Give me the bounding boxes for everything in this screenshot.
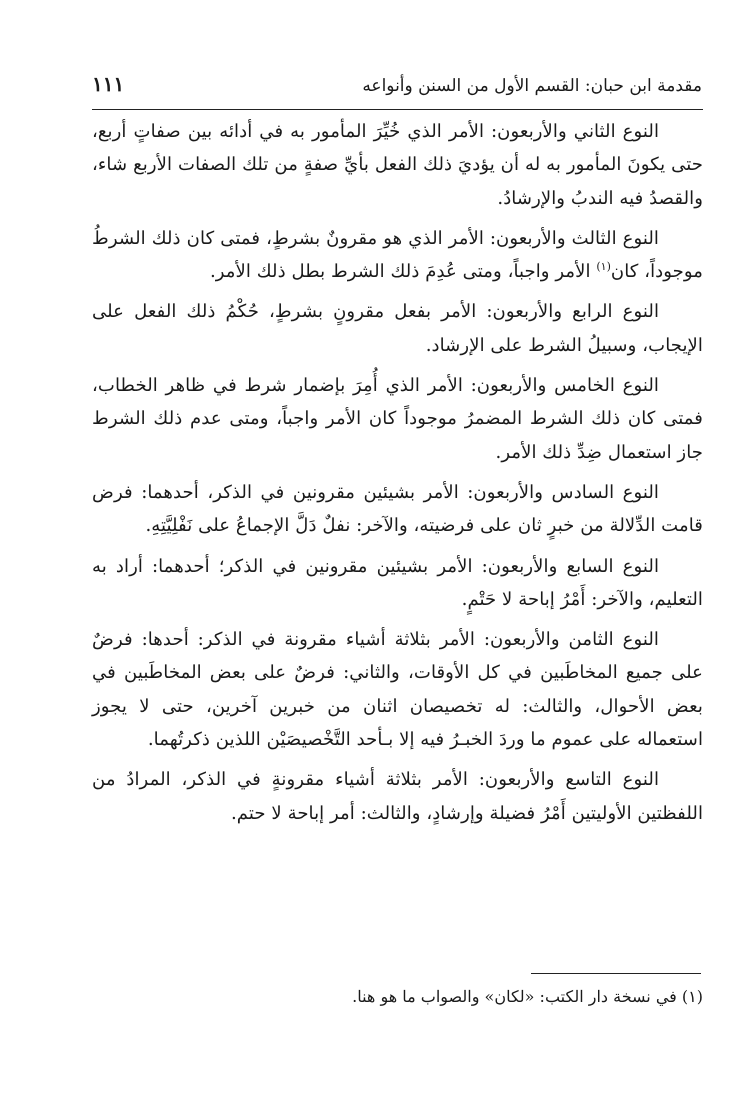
footnote-reference: (١) (596, 260, 611, 274)
main-text (92, 115, 703, 837)
running-header (92, 64, 702, 108)
paragraph-type-43 (92, 222, 703, 289)
paragraph-type-42: النوع الثاني والأربعون: الأمر الذي خُيِّرَ المأمور به في أدائه بين صفاتٍ أربع، حتى يكونَ المأمور به له أن يؤديَ ذلك الفعل بأيِّ صفةٍ من تلك الصفات الأربع شاء، والقصدُ فيه الندبُ والإرشادُ. (92, 121, 703, 209)
paragraph-type-46: النوع السادس والأربعون: الأمر بشيئين مقرونين في الذكر، أحدهما: فرض قامت الدِّلالة من خبرٍ ثان على فرضيته، والآخر: نفلٌ دَلَّ الإجماعُ على نَفْلِيَّتِهِ. (92, 481, 703, 537)
paragraph-type-47: النوع السابع والأربعون: الأمر بشيئين مقرونين في الذكر؛ أحدهما: أراد به التعليم، والآخر: أَمْرُ إباحة لا حَتْمٍ. (92, 555, 703, 610)
footnote-text: في نسخة دار الكتب: «لكان» والصواب ما هو هنا. (352, 987, 677, 1006)
paragraph-type-48: النوع الثامن والأربعون: الأمر بثلاثة أشياء مقرونة في الذكر: أحدها: فرضٌ على جميع المخاطَبين في كل الأوقات، والثاني: فرضٌ على بعض المخاطَبين في بعض الأحوال، والثالث: له تخصيصان اثنان من خبرين آخرين، حتى لا يجوز استعماله على عموم ما وردَ الخبـرُ فيه إلا بـأحد التَّخْصيصَيْن اللذين ذكرتُهما. (92, 629, 703, 751)
paragraph-text: النوع الثالث والأربعون: الأمر الذي هو مقرونٌ بشرطٍ، فمتى كان ذلك الشرطُ موجوداً، كان (92, 227, 703, 283)
header-divider (92, 109, 703, 110)
footnote (92, 982, 703, 1012)
footnote-divider (531, 973, 701, 974)
paragraph-type-49: النوع التاسع والأربعون: الأمر بثلاثة أشياء مقرونةٍ في الذكر، المرادُ من اللفظتين الأوليتين أَمْرُ فضيلة وإرشادٍ، والثالث: أمر إباحة لا حتم. (92, 769, 703, 824)
footnote-marker: (١) (681, 987, 703, 1006)
paragraph-text: الأمر واجباً، ومتى عُدِمَ ذلك الشرط بطل ذلك الأمر. (209, 261, 597, 283)
running-header-title: مقدمة ابن حبان: القسم الأول من السنن وأنواعه (362, 76, 702, 96)
paragraph-type-45: النوع الخامس والأربعون: الأمر الذي أُمِرَ بإضمار شرط في ظاهر الخطاب، فمتى كان ذلك الشرط المضمرُ موجوداً كان الأمر واجباً، ومتى عدم ذلك الشرط جاز استعمال ضِدِّ ذلك الأمر. (92, 375, 703, 463)
page-number: ١١١ (92, 72, 125, 96)
paragraph-type-44: النوع الرابع والأربعون: الأمر بفعل مقرونٍ بشرطٍ، حُكْمُ ذلك الفعل على الإيجاب، وسبيلُ الشرط على الإرشاد. (92, 301, 703, 356)
